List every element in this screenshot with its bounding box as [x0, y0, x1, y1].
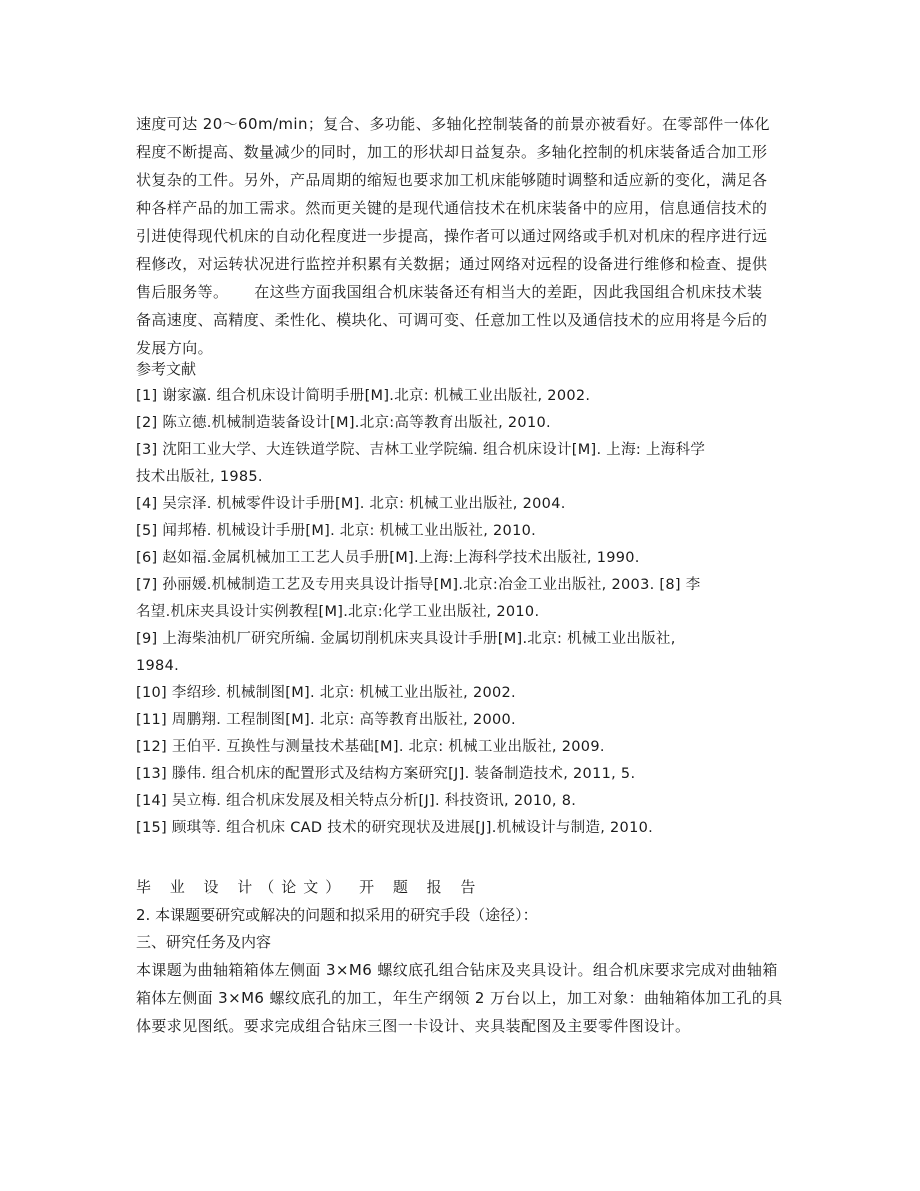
task-line: 本课题为曲轴箱箱体左侧面 3×M6 螺纹底孔组合钻床及夹具设计。组合机床要求完成对曲轴箱 — [136, 961, 778, 979]
reference-item: [4] 吴宗泽. 机械零件设计手册[M]. 北京: 机械工业出版社, 2004. — [136, 496, 566, 512]
reference-item: [2] 陈立德.机械制造装备设计[M].北京:高等教育出版社, 2010. — [136, 415, 551, 431]
reference-item: [14] 吴立梅. 组合机床发展及相关特点分析[J]. 科技资讯, 2010, 8. — [136, 793, 577, 809]
question-heading: 2. 本课题要研究或解决的问题和拟采用的研究手段（途径）： — [136, 906, 538, 924]
reference-item-continued: 1984. — [136, 658, 180, 674]
reference-item: [1] 谢家瀛. 组合机床设计简明手册[M].北京: 机械工业出版社, 2002. — [136, 388, 591, 404]
intro-line: 售后服务等。 在这些方面我国组合机床装备还有相当大的差距，因此我国组合机床技术装 — [136, 283, 763, 301]
reference-item: [3] 沈阳工业大学、大连铁道学院、吉林工业学院编. 组合机床设计[M]. 上海: 上海科学 — [136, 442, 706, 458]
task-paragraph — [136, 956, 786, 1040]
task-line: 体要求见图纸。要求完成组合钻床三图一卡设计、夹具装配图及主要零件图设计。 — [136, 1017, 691, 1035]
references-title: 参考文献 — [136, 360, 197, 378]
reference-item: [5] 闻邦椿. 机械设计手册[M]. 北京: 机械工业出版社, 2010. — [136, 523, 537, 539]
intro-paragraph — [136, 110, 786, 362]
reference-item: [13] 滕伟. 组合机床的配置形式及结构方案研究[J]. 装备制造技术, 2011, 5. — [136, 766, 636, 782]
reference-item-continued: 技术出版社, 1985. — [136, 469, 263, 485]
reference-list — [136, 383, 786, 842]
reference-item: [6] 赵如福.金属机械加工工艺人员手册[M].上海:上海科学技术出版社, 1990. — [136, 550, 640, 566]
intro-line: 备高速度、高精度、柔性化、模块化、可调可变、任意加工性以及通信技术的应用将是今后的 — [136, 311, 768, 329]
intro-line: 引进使得现代机床的自动化程度进一步提高，操作者可以通过网络或手机对机床的程序进行远 — [136, 227, 768, 245]
reference-item: [10] 李绍珍. 机械制图[M]. 北京: 机械工业出版社, 2002. — [136, 685, 516, 701]
reference-item: [11] 周鹏翔. 工程制图[M]. 北京: 高等教育出版社, 2000. — [136, 712, 516, 728]
intro-line: 发展方向。 — [136, 339, 214, 357]
reference-item: [9] 上海柴油机厂研究所编. 金属切削机床夹具设计手册[M].北京: 机械工业出版社, — [136, 631, 676, 647]
reference-item: [7] 孙丽媛.机械制造工艺及专用夹具设计指导[M].北京:冶金工业出版社, 2003. [8] 李 — [136, 577, 701, 593]
reference-item: [12] 王伯平. 互换性与测量技术基础[M]. 北京: 机械工业出版社, 2009. — [136, 739, 605, 755]
reference-item: [15] 顾琪等. 组合机床 CAD 技术的研究现状及进展[J].机械设计与制造, 2010. — [136, 820, 654, 836]
intro-line: 速度可达 20～60m/min；复合、多功能、多轴化控制装备的前景亦被看好。在零部件一体化 — [136, 115, 770, 133]
intro-line: 状复杂的工件。另外，产品周期的缩短也要求加工机床能够随时调整和适应新的变化，满足各 — [136, 171, 768, 189]
reference-item-continued: 名望.机床夹具设计实例教程[M].北京:化学工业出版社, 2010. — [136, 604, 540, 620]
section-heading: 三、研究任务及内容 — [136, 933, 272, 951]
intro-line: 程度不断提高、数量减少的同时，加工的形状却日益复杂。多轴化控制的机床装备适合加工形 — [136, 143, 768, 161]
intro-line: 种各样产品的加工需求。然而更关键的是现代通信技术在机床装备中的应用，信息通信技术的 — [136, 199, 768, 217]
task-line: 箱体左侧面 3×M6 螺纹底孔的加工，年生产纲领 2 万台以上，加工对象：曲轴箱体加工孔的具 — [136, 989, 783, 1007]
intro-line: 程修改，对运转状况进行监控并积累有关数据；通过网络对远程的设备进行维修和检查、提供 — [136, 255, 768, 273]
report-title: 毕 业 设 计（论文） 开 题 报 告 — [136, 878, 483, 896]
